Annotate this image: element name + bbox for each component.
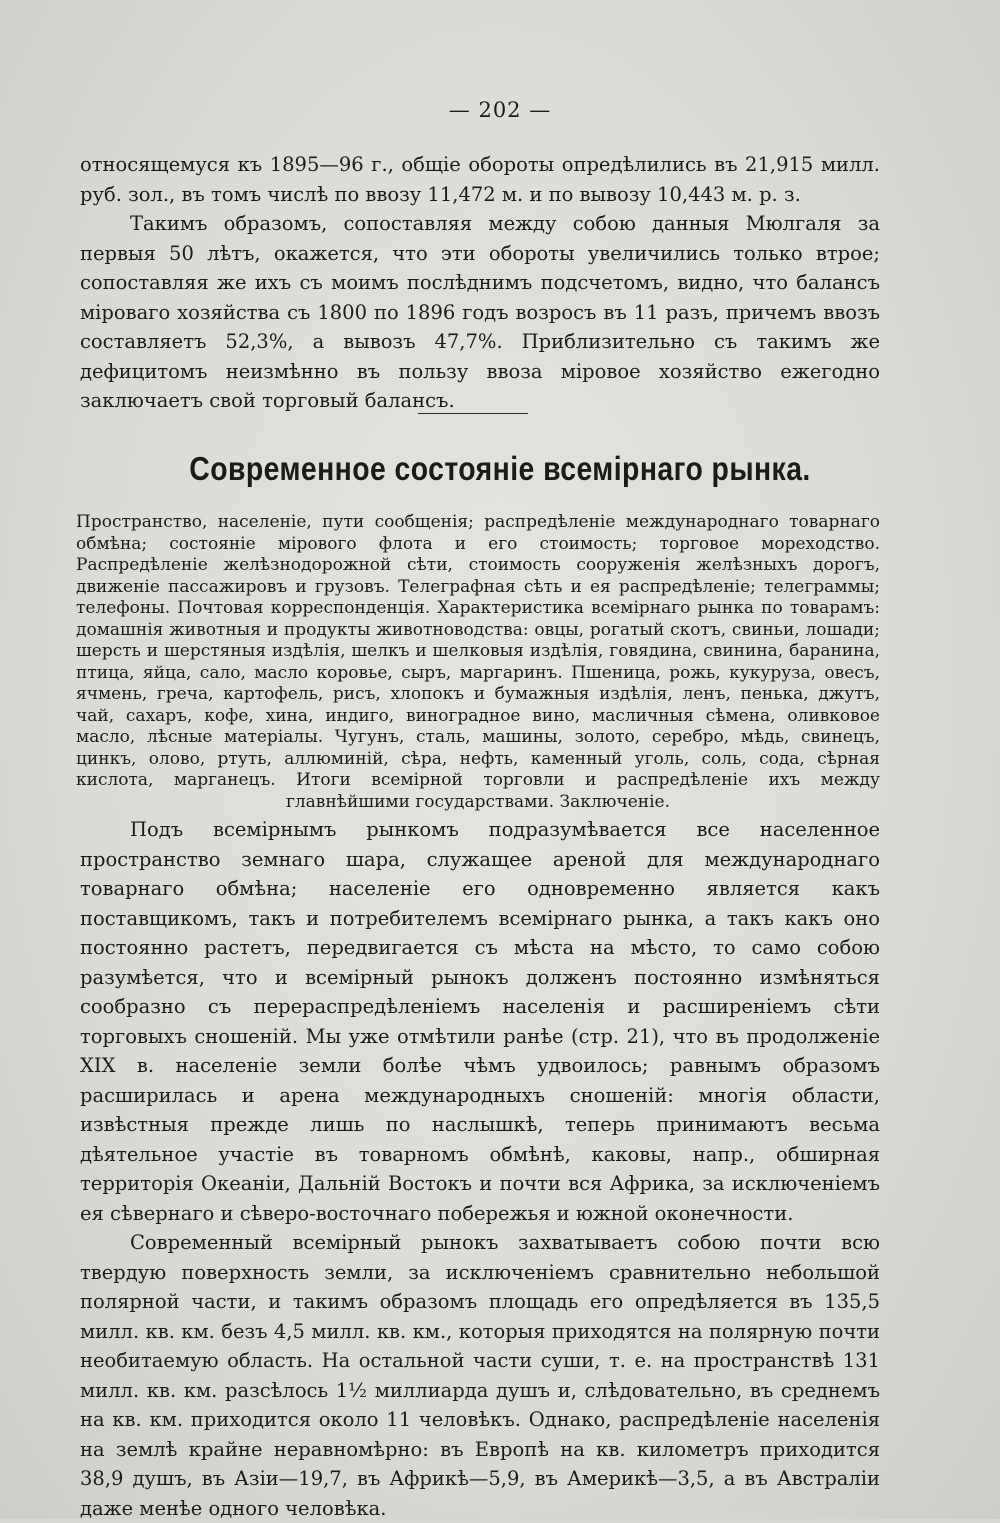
main-text-block xyxy=(80,815,880,1523)
paragraph-world-market-area: Современный всемірный рынокъ захватываетъ собою почти всю твердую поверхность земли, за исключеніемъ сравнительно небольшой полярной части, и такимъ образомъ площадь его опредѣляется въ 135,5 милл. кв. км. безъ 4,5 милл. кв. км., которыя приходятся на полярную почти необитаемую область. На остальной части суши, т. е. на пространствѣ 131 милл. кв. км. разсѣлось 1½ миллиарда душъ и, слѣдовательно, въ среднемъ на кв. км. приходится около 11 человѣкъ. Однако, распредѣленіе населенія на землѣ крайне неравномѣрно: въ Европѣ на кв. километръ приходится 38,9 душъ, въ Азіи—19,7, въ Африкѣ—5,9, въ Америкѣ—3,5, а въ Австраліи даже менѣе одного человѣка. xyxy=(80,1231,880,1520)
section-summary: Пространство, населеніе, пути сообщенія; распредѣленіе международнаго товарнаго обмѣна; состояніе мірового флота и его стоимость; торговое мореходство. Распредѣленіе желѣзнодорожной сѣти, стоимость сооруженія желѣзныхъ дорогъ, движеніе пассажировъ и грузовъ. Телеграфная сѣть и ея распредѣленіе; телеграммы; телефоны. Почтовая корреспонденція. Характеристика всемірнаго рынка по товарамъ: домашнія животныя и продукты животноводства: овцы, рогатый скотъ, свиньи, лошади; шерсть и шерстяныя издѣлія, шелкъ и шелковыя издѣлія, говядина, свинина, баранина, птица, яйца, сало, масло коровье, сыръ, маргаринъ. Пшеница, рожь, кукуруза, овесъ, ячмень, греча, картофель, рисъ, хлопокъ и бумажныя издѣлія, ленъ, пенька, джутъ, чай, сахаръ, кофе, хина, индиго, виноградное вино, масличныя сѣмена, оливковое масло, лѣсные матеріалы. Чугунъ, сталь, машины, золото, серебро, мѣдь, свинецъ, цинкъ, олово, ртуть, аллюминій, сѣра, нефть, каменный уголь, соль, сода, сѣрная кислота, марганецъ. Итоги всемірной торговли и распредѣленіе ихъ между главнѣйшими государствами. Заключеніе. xyxy=(76,512,880,812)
section-divider xyxy=(418,413,528,414)
paragraph-balance-summary: Такимъ образомъ, сопоставляя между собою данныя Мюлгаля за первыя 50 лѣтъ, окажется, что эти обороты увеличились только втрое; сопоставляя же ихъ съ моимъ послѣднимъ подсчетомъ, видно, что балансъ міроваго хозяйства съ 1800 по 1896 годъ возросъ въ 11 разъ, причемъ ввозъ составляетъ 52,3%, а вывозъ 47,7%. Приблизительно съ такимъ же дефицитомъ неизмѣнно въ пользу ввоза міровое хозяйство ежегодно заключаетъ свой торговый балансъ. xyxy=(80,212,880,412)
continued-text-block xyxy=(80,150,880,416)
paragraph-world-market-definition: Подъ всемірнымъ рынкомъ подразумѣвается все населенное пространство земнаго шара, служащее ареной для международнаго товарнаго обмѣна; населеніе его одновременно является какъ поставщикомъ, такъ и потребителемъ всемірнаго рынка, а такъ какъ оно постоянно растетъ, передвигается съ мѣста на мѣсто, то само собою разумѣется, что и всемірный рынокъ долженъ постоянно измѣняться сообразно съ перераспредѣленіемъ населенія и расширеніемъ сѣти торговыхъ сношеній. Мы уже отмѣтили ранѣе (стр. 21), что въ продолженіе XIX в. населеніе земли болѣе чѣмъ удвоилось; равнымъ образомъ расширилась и арена международныхъ сношеній: многія области, извѣстныя прежде лишь по наслышкѣ, теперь принимаютъ весьма дѣятельное участіе въ товарномъ обмѣнѣ, каковы, напр., обширная территорія Океаніи, Дальній Востокъ и почти вся Африка, за исключеніемъ ея сѣвернаго и сѣверо-восточнаго побережья и южной оконечности. xyxy=(80,818,880,1225)
paragraph-continued: относящемуся къ 1895—96 г., общіе обороты опредѣлились въ 21,915 милл. руб. зол., въ томъ числѣ по ввозу 11,472 м. и по вывозу 10,443 м. р. з. xyxy=(80,153,880,206)
page-number: — 202 — xyxy=(448,98,552,122)
section-title: Современное состояніе всемірнаго рынка. xyxy=(189,450,811,487)
